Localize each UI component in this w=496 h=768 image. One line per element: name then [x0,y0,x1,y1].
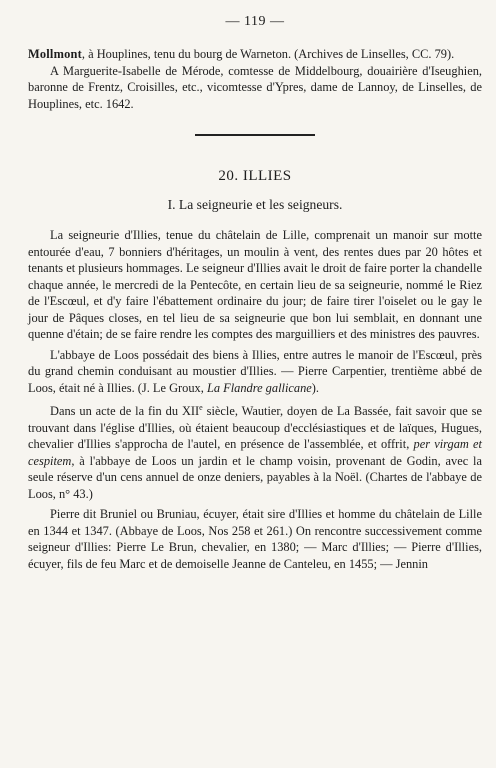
latin-phrase: per virgam et cespitem [28,437,482,468]
paragraph-text-end: ). [311,380,320,395]
subsection-title: I. La seigneurie et les seigneurs. [167,197,343,212]
paragraph-text: Dans un acte de la fin du XII [50,404,200,419]
paragraph-text: L'abbaye de Loos possédait des biens à Illies, entre autres le manoir de l'Escœul, près du grand chemin conduisant au moustier d'Illies. — Pierre Carpentier, trentième abbé de Loos, était né à Illies. (J. Le Groux, [28,347,482,395]
paragraph-mollmont [28,46,482,63]
paragraph-pierre: Pierre dit Bruniel ou Bruniau, écuyer, était sire d'Illies et homme du châtelain de Lille en 1344 et 1347. (Abbaye de Loos, Nos 258 et 261.) On rencontre successivement comme seigneur d'Illies: Pierre Le Brun, chevalier, en 1380; — Marc d'Illies; — Pierre d'Illies, écuyer, fils de feu Marc et de demoiselle Jeanne de Canteleu, en 1455; — Jennin [28,507,482,571]
paragraph-seigneurie: La seigneurie d'Illies, tenue du châtelain de Lille, comprenait un manoir sur motte entourée d'eau, 7 bonniers d'héritages, un moulin à vent, des rentes dues par 20 hôtes et tenants et plusieurs hommages. Le seigneur d'Illies avait le droit de faire porter la chandelle chaque année, le mercredi de la Pentecôte, en certain lieu de sa seigneurie, nommé le Riez de l'Escœul, et d'y faire l'ébattement ordinaire du jour; de faire tirer l'oiselet ou le gay le jour de Pâques closes, en tel lieu de sa seigneurie que bon lui semblait, en donnant une quenne d'étain; de se faire rendre les comptes des marguilliers et des ministres des pauvres. [28,228,482,341]
page-number: — 119 — [225,14,285,29]
section-title: 20. ILLIES [218,168,292,184]
place-name: Mollmont [28,47,82,61]
paragraph-abbaye [28,347,482,397]
document-page [28,14,482,572]
superscript: e [199,403,203,412]
book-title: La Flandre gallicane [206,380,312,395]
paragraph-acte [28,400,482,502]
section-divider [195,134,315,136]
paragraph-text-3: , à l'abbaye de Loos un jardin et le champ voisin, provenant de Godin, avec la seule réserve d'un cens annuel de onze deniers, payables à la Noël. (Chartes de l'abbaye de Loos, n° 43.) [28,453,482,501]
paragraph-marguerite: A Marguerite-Isabelle de Mérode, comtesse de Middelbourg, douairière d'Iseughien, baronne de Frentz, Croisilles, etc., vicomtesse d'Ypres, dame de Lannoy, de Linselles, de Houplines, etc. 1642. [28,63,482,111]
paragraph-text-2: siècle, Wautier, doyen de La Bassée, fait savoir que se trouvant dans l'église d'Illies, où étaient beaucoup d'ecclésiastiques et de laïques, Hugues, chevalier d'Illies s'approcha de l'autel, en présence de l'assemblée, et offrit, [28,404,482,452]
paragraph-text: , à Houplines, tenu du bourg de Warneton. (Archives de Linselles, CC. 79). [81,47,455,61]
